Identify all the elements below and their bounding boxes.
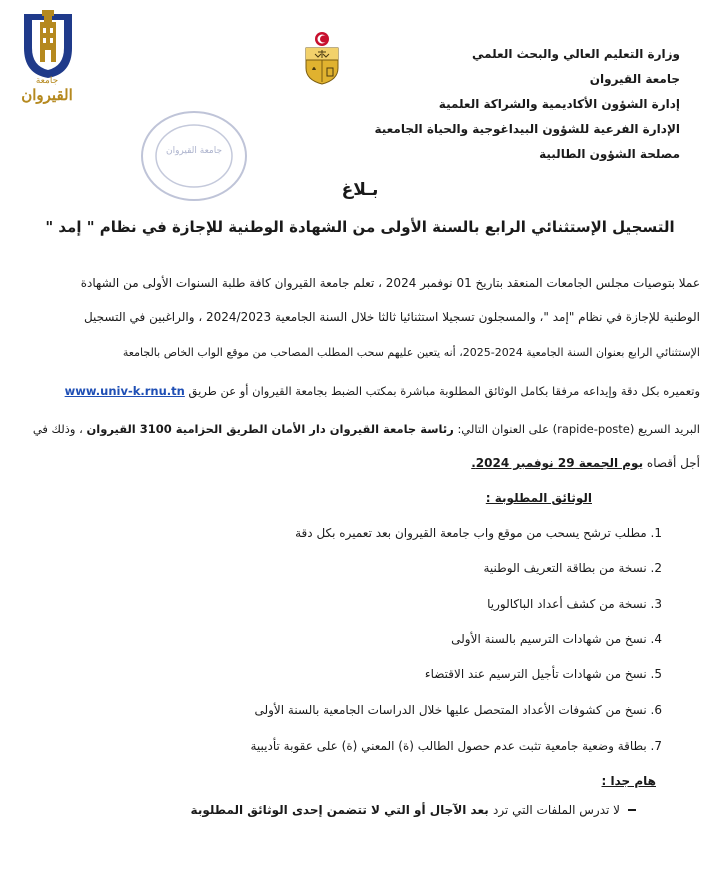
header-line-sub-directorate: الإدارة الفرعية للشؤون البيداغوجية والحياة الجامعية (374, 122, 680, 136)
ministry-header (350, 42, 680, 167)
header-line-ministry: وزارة التعليم العالي والبحث العلمي (471, 47, 680, 61)
deadline-prefix: أجل أقصاه (646, 456, 700, 470)
notice-subtitle: التسجيل الإستثنائي الرابع بالسنة الأولى من الشهادة الوطنية للإجازة في نظام " إمد " (45, 218, 675, 236)
documents-heading: الوثائق المطلوبة : (485, 491, 592, 505)
body-line-5-text: البريد السريع (rapide-poste) على العنوان التالي: (457, 422, 700, 436)
important-note (191, 803, 620, 817)
body-line-5 (10, 422, 700, 436)
body-line-3: الإستثنائي الرابع بعنوان السنة الجامعية 2024-2025، أنه يتعين عليهم سحب المطلب المصاحب من موقع الواب الخاص بالجامعة (122, 346, 700, 359)
header-line-academic-affairs: إدارة الشؤون الأكاديمية والشراكة العلمية (438, 97, 680, 111)
university-logo-text (10, 76, 84, 104)
body-line-2: الوطنية للإجازة في نظام "إمد "، والمسجلون تسجيلا استثنائيا ثالثا خلال السنة الجامعية 2024/2023 ، والراغبين في التسجيل (83, 310, 700, 324)
important-note-suffix: أو التي لا تتضمن إحدى الوثائق المطلوبة (190, 803, 426, 817)
university-website-link[interactable]: www.univ-k.rnu.tn (64, 384, 185, 398)
document-item-5: 5. نسخ من شهادات تأجيل الترسيم عند الاقتضاء (424, 667, 662, 681)
stamp-text: جامعة القيروان (165, 146, 223, 156)
document-item-6: 6. نسخ من كشوفات الأعداد المتحصل عليها خلال الدراسات الجامعية بالسنة الأولى (254, 703, 662, 717)
national-emblem-icon (300, 30, 344, 86)
header-line-university: جامعة القيروان (589, 72, 680, 86)
body-line-1: عملا بتوصيات مجلس الجامعات المنعقد بتاريخ 01 نوفمبر 2024 ، تعلم جامعة القيروان كافة طلبة السنوات الأولى من الشهادة (80, 276, 700, 290)
notice-title: بـلاغ (341, 180, 379, 200)
important-note-prefix: لا تدرس الملفات التي ترد (492, 803, 620, 817)
document-item-4: 4. نسخ من شهادات الترسيم بالسنة الأولى (451, 632, 662, 646)
body-line-6 (10, 456, 700, 470)
university-address: رئاسة جامعة القيروان دار الأمان الطريق الحزامية 3100 القيروان (86, 422, 454, 436)
document-item-2: 2. نسخة من بطاقة التعريف الوطنية (483, 561, 662, 575)
body-line-4 (10, 384, 700, 398)
body-line-5-end: ، وذلك في (32, 422, 83, 436)
bullet-dash (628, 809, 636, 811)
important-heading: هام جدا : (601, 774, 656, 788)
deadline-date: يوم الجمعة 29 نوفمبر 2024. (471, 456, 644, 470)
document-item-3: 3. نسخة من كشف أعداد الباكالوريا (487, 597, 662, 611)
header-line-student-affairs: مصلحة الشؤون الطالبية (539, 147, 680, 161)
document-item-7: 7. بطاقة وضعية جامعية تثبت عدم حصول الطالب (ة) المعني (ة) على عقوبة تأديبية (250, 739, 662, 753)
logo-small-text: جامعة (35, 76, 59, 86)
logo-big-text: القيروان (21, 86, 73, 104)
university-logo-icon (16, 8, 80, 82)
document-item-1: 1. مطلب ترشح يسحب من موقع واب جامعة القيروان بعد تعميره بكل دقة (295, 526, 662, 540)
important-note-bold: بعد الآجال (429, 803, 489, 817)
body-line-4-text: وتعميره بكل دقة وإيداعه مرفقا بكامل الوثائق المطلوبة مباشرة بمكتب الضبط بجامعة القيروان أو عن طريق (188, 384, 700, 398)
